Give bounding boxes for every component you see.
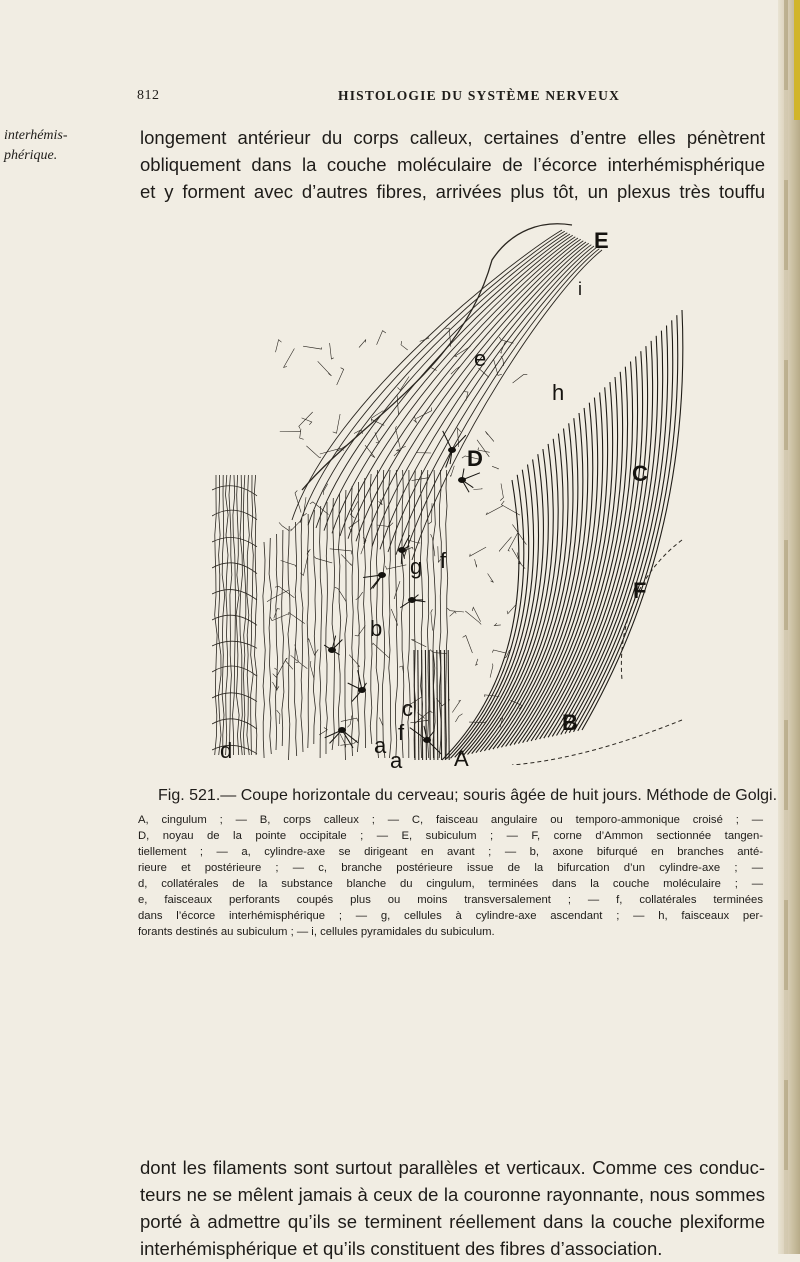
oblique-fiber bbox=[531, 372, 623, 741]
plexus-branch bbox=[499, 537, 511, 552]
plexus-branch bbox=[416, 453, 431, 454]
cingulum-fiber bbox=[425, 650, 426, 760]
neuron-dendrite bbox=[462, 473, 480, 480]
column-fiber bbox=[395, 470, 397, 758]
neuron-dendrite bbox=[443, 431, 452, 450]
plexus-branch bbox=[359, 340, 366, 348]
column-fiber bbox=[320, 506, 322, 758]
plexus-branch bbox=[330, 549, 352, 555]
plexus-branch bbox=[330, 343, 334, 359]
text-line: longement antérieur du corps calleux, certaines d’entre elles pénètrent bbox=[140, 124, 765, 151]
arch-fiber bbox=[404, 249, 599, 558]
plexus-branch bbox=[501, 501, 520, 515]
plexus-branch bbox=[455, 714, 462, 722]
body-paragraph-top bbox=[140, 124, 765, 205]
figure-label-b: b bbox=[370, 618, 382, 640]
caption-line: rieure et postérieure ; — c, branche postérieure issue de la bifurcation d’un cylindre-axe ; — bbox=[138, 860, 763, 876]
plexus-branch bbox=[267, 590, 289, 602]
plexus-branch bbox=[314, 556, 332, 563]
plexus-branch bbox=[488, 574, 494, 583]
figure-label-f-lower: f bbox=[398, 722, 404, 744]
plexus-branch bbox=[302, 418, 312, 425]
column-fiber bbox=[295, 522, 297, 756]
neuron-dendrite bbox=[352, 690, 362, 702]
column-fiber bbox=[276, 534, 278, 750]
column-fiber bbox=[313, 510, 315, 744]
column-fiber bbox=[263, 542, 265, 758]
plexus-branch bbox=[399, 666, 403, 673]
text-line: obliquement dans la couche moléculaire de l’écorce interhémisphérique bbox=[140, 151, 765, 178]
plexus-branch bbox=[476, 659, 478, 665]
plexus-branch bbox=[494, 623, 500, 625]
plexus-branch bbox=[291, 655, 308, 668]
oblique-fiber bbox=[527, 377, 618, 742]
oblique-fiber bbox=[523, 382, 613, 743]
arch-fiber bbox=[292, 230, 562, 520]
page-number: 812 bbox=[137, 88, 160, 104]
column-fiber bbox=[288, 526, 290, 760]
plexus-branch bbox=[273, 658, 287, 677]
plexus-branch bbox=[375, 432, 379, 443]
cingulum-fiber bbox=[418, 650, 419, 760]
oblique-fiber bbox=[518, 387, 607, 743]
left-strip-fiber bbox=[236, 475, 239, 755]
arch-fiber bbox=[396, 247, 597, 554]
arch-fiber bbox=[412, 250, 602, 560]
column-fiber bbox=[332, 498, 334, 750]
plexus-branch bbox=[355, 626, 366, 636]
column-fibers bbox=[263, 470, 449, 760]
plexus-branch bbox=[333, 414, 340, 433]
plexus-branch bbox=[306, 446, 321, 457]
neuron-dendrite bbox=[330, 730, 343, 743]
text-line: dont les filaments sont surtout parallèles et verticaux. Comme ces conduc- bbox=[140, 1154, 765, 1181]
arch-fiber bbox=[356, 241, 583, 542]
column-fiber bbox=[389, 470, 391, 758]
running-head-title: HISTOLOGIE DU SYSTÈME NERVEUX bbox=[338, 88, 620, 104]
figure-label-h: h bbox=[552, 382, 564, 404]
plexus-branch bbox=[492, 650, 505, 653]
plexus-branch bbox=[463, 636, 473, 654]
plexus-branch bbox=[447, 608, 464, 612]
column-fiber bbox=[357, 482, 359, 752]
figure-label-B: B bbox=[562, 712, 578, 734]
plexus-branch bbox=[416, 408, 432, 419]
plexus-branch bbox=[492, 466, 499, 469]
figure-label-A: A bbox=[454, 748, 469, 770]
plexus-branch bbox=[335, 587, 347, 602]
neuron-dendrite bbox=[400, 600, 412, 608]
plexus-branch bbox=[452, 700, 460, 712]
cingulum-fiber bbox=[448, 650, 449, 760]
figure-label-c: c bbox=[402, 698, 413, 720]
plexus-branch bbox=[464, 392, 468, 401]
column-fiber bbox=[269, 538, 271, 754]
margin-note-line: phérique. bbox=[4, 146, 134, 166]
plexus-branch bbox=[431, 609, 433, 630]
plexus-branch bbox=[379, 718, 383, 726]
left-strip-fiber bbox=[240, 475, 243, 755]
caption-line: d, collatérales de la substance blanche du cingulum, terminées dans la couche moléculaire ; — bbox=[138, 876, 763, 892]
plexus-branch bbox=[473, 488, 482, 490]
column-fiber bbox=[446, 470, 448, 758]
left-strip-crossfiber bbox=[212, 563, 257, 574]
left-strip-crossfiber bbox=[212, 590, 257, 600]
oblique-fiber bbox=[472, 444, 554, 754]
figure-label-d: d bbox=[220, 740, 232, 762]
left-strip-fiber bbox=[254, 475, 257, 755]
histology-figure bbox=[212, 220, 687, 765]
caption-line: e, faisceaux perforants coupés plus ou moins transversalement ; — f, collatérales terminées bbox=[138, 892, 763, 908]
left-strip-fiber bbox=[243, 475, 245, 755]
page-binding-edge bbox=[778, 0, 800, 1254]
column-fiber bbox=[376, 470, 378, 758]
arch-fiber bbox=[308, 233, 567, 526]
plexus-branch bbox=[472, 607, 480, 621]
plexus-branch bbox=[500, 484, 503, 501]
cingulum-fiber bbox=[444, 650, 445, 760]
figure-label-e: e bbox=[474, 348, 486, 370]
figure-label-F: F bbox=[633, 580, 646, 602]
plexus-branch bbox=[411, 640, 426, 647]
ammon-horn-lower-curve bbox=[512, 720, 682, 765]
plexus-branch bbox=[303, 346, 321, 349]
left-strip-fiber bbox=[247, 475, 249, 755]
plexus-branch bbox=[277, 710, 280, 724]
neuron-dendrite bbox=[348, 683, 362, 690]
caption-line: forants destinés au subiculum ; — i, cellules pyramidales du subiculum. bbox=[138, 924, 763, 940]
left-strip-fiber bbox=[222, 475, 225, 755]
column-fiber bbox=[326, 502, 328, 754]
running-head bbox=[0, 84, 780, 108]
figure-label-a-upper: a bbox=[374, 735, 386, 757]
cingulum-fiber bbox=[437, 650, 438, 760]
plexus-branch bbox=[450, 612, 457, 617]
figure-label-i: i bbox=[578, 278, 582, 300]
cingulum-fiber bbox=[422, 650, 423, 760]
figure-label-g: g bbox=[410, 556, 422, 578]
left-strip-crossfiber bbox=[212, 719, 257, 729]
left-strip-fiber bbox=[215, 475, 217, 755]
plexus-branch bbox=[310, 661, 314, 680]
arch-fiber bbox=[348, 239, 581, 538]
neuron-dendrite bbox=[370, 575, 382, 590]
oblique-fiber bbox=[442, 480, 519, 760]
plexus-branch bbox=[373, 643, 389, 658]
column-fiber bbox=[338, 494, 340, 746]
plexus-branch bbox=[280, 429, 301, 432]
arch-fiber bbox=[300, 231, 565, 522]
plexus-branch bbox=[274, 609, 280, 619]
plexus-branch bbox=[513, 374, 528, 383]
left-strip-crossfiber bbox=[212, 537, 257, 546]
neuron-dendrite bbox=[342, 730, 358, 743]
margin-note bbox=[4, 126, 134, 166]
plexus-branch bbox=[276, 340, 282, 353]
caption-line: D, noyau de la pointe occipitale ; — E, subiculum ; — F, corne d’Ammon sectionnée tangen- bbox=[138, 828, 763, 844]
figure-label-C: C bbox=[632, 463, 648, 485]
figure-caption-title: Fig. 521.— Coupe horizontale du cerveau; souris âgée de huit jours. Méthode de Golgi. bbox=[158, 787, 768, 805]
plexus-branch bbox=[341, 718, 358, 721]
caption-line: dans l’écorce interhémisphérique ; — g, cellules à cylindre-axe ascendant ; — h, faisceaux per- bbox=[138, 908, 763, 924]
caption-line: A, cingulum ; — B, corps calleux ; — C, faisceau angulaire ou temporo-ammonique croisé ; — bbox=[138, 812, 763, 828]
plexus-branch bbox=[279, 522, 289, 530]
figure-label-a-lower: a bbox=[390, 750, 402, 772]
column-fiber bbox=[370, 474, 372, 744]
plexus-branch bbox=[501, 341, 506, 353]
plexus-branch bbox=[318, 361, 332, 376]
left-cortex-strip bbox=[212, 475, 257, 755]
oblique-fiber-bundle bbox=[442, 310, 683, 760]
plexus-branch bbox=[401, 341, 408, 350]
column-fiber bbox=[307, 514, 309, 748]
figure-label-E: E bbox=[594, 230, 609, 252]
plexus-branch bbox=[486, 506, 503, 515]
histology-drawing bbox=[212, 220, 687, 765]
body-paragraph-bottom bbox=[140, 1154, 765, 1262]
column-fiber bbox=[282, 530, 284, 746]
text-line: teurs ne se mêlent jamais à ceux de la couronne rayonnante, nous sommes bbox=[140, 1181, 765, 1208]
plexus-branch bbox=[337, 368, 344, 385]
plexus-branch bbox=[396, 447, 406, 451]
cortex-outline bbox=[302, 224, 572, 490]
text-line: interhémisphérique et qu’ils constituent des fibres d’association. bbox=[140, 1235, 765, 1262]
plexus-branch bbox=[475, 559, 477, 567]
caption-line: tiellement ; — a, cylindre-axe se dirigeant en avant ; — b, axone bifurqué en branches anté- bbox=[138, 844, 763, 860]
plexus-branch bbox=[341, 554, 351, 565]
plexus-branch bbox=[347, 716, 352, 728]
margin-note-line: interhémis- bbox=[4, 126, 134, 146]
plexus-branch bbox=[270, 614, 288, 621]
figure-label-D: D bbox=[467, 448, 483, 470]
figure-label-f-upper: f bbox=[440, 550, 446, 572]
plexus-branch bbox=[485, 431, 494, 441]
column-fiber bbox=[345, 490, 347, 760]
text-line: porté à admettre qu’ils se terminent réellement dans la couche plexiforme bbox=[140, 1208, 765, 1235]
text-line: et y forment avec d’autres fibres, arrivées plus tôt, un plexus très touffu bbox=[140, 178, 765, 205]
figure-caption-body bbox=[138, 812, 763, 940]
plexus-branch bbox=[299, 412, 313, 429]
plexus-branch bbox=[394, 581, 400, 598]
plexus-branch bbox=[508, 532, 518, 551]
column-fiber bbox=[301, 518, 303, 752]
plexus-branch bbox=[356, 592, 363, 600]
plexus-branch bbox=[284, 349, 295, 368]
neuron-dendrite bbox=[401, 550, 402, 564]
plexus-branch bbox=[410, 720, 428, 723]
column-fiber bbox=[427, 470, 429, 758]
plexus-branch bbox=[490, 664, 493, 678]
left-strip-fiber bbox=[218, 475, 221, 755]
plexus-branch bbox=[470, 547, 486, 556]
plexus-branch bbox=[377, 331, 386, 345]
plexus-branch bbox=[512, 524, 526, 544]
